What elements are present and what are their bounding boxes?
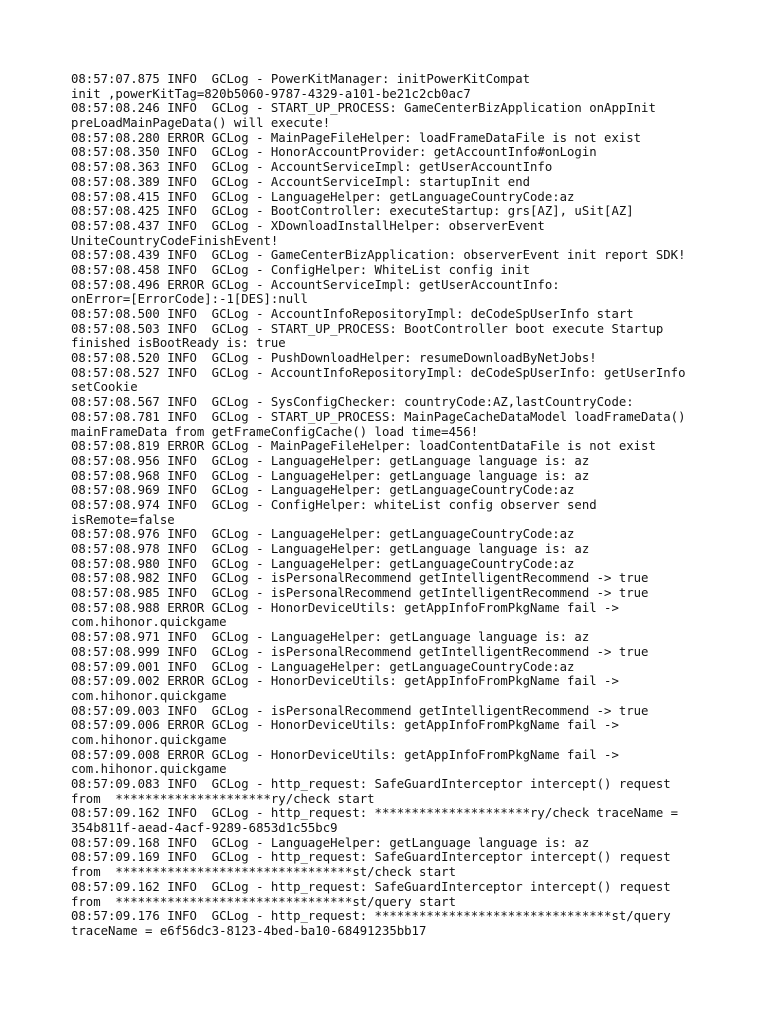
log-line: 08:57:08.363 INFO GCLog - AccountServiceImpl: getUserAccountInfo — [71, 160, 553, 175]
log-line: 08:57:08.956 INFO GCLog - LanguageHelper: getLanguage language is: az — [71, 453, 590, 468]
log-line: 08:57:08.500 INFO GCLog - AccountInfoRepositoryImpl: deCodeSpUserInfo start — [71, 307, 634, 321]
log-line: 08:57:08.439 INFO GCLog - GameCenterBizApplication: observerEvent init report SDK! — [71, 248, 686, 263]
log-line: 08:57:08.503 INFO GCLog - START_UP_PROCESS: BootController boot execute Startup — [71, 321, 664, 336]
log-text-block — [71, 72, 761, 939]
log-line: 08:57:09.083 INFO GCLog - http_request: SafeGuardInterceptor intercept() request — [71, 777, 671, 791]
log-line: 08:57:08.520 INFO GCLog - PushDownloadHelper: resumeDownloadByNetJobs! — [71, 351, 597, 366]
log-line: com.hihonor.quickgame — [71, 732, 227, 747]
log-line: 08:57:08.350 INFO GCLog - HonorAccountProvider: getAccountInfo#onLogin — [71, 145, 597, 160]
log-line: 08:57:08.389 INFO GCLog - AccountServiceImpl: startupInit end — [71, 174, 531, 189]
log-line: onError=[ErrorCode]:-1[DES]:null — [71, 292, 308, 307]
log-line: from *********************ry/check start — [71, 791, 375, 806]
log-line: 08:57:08.976 INFO GCLog - LanguageHelper: getLanguageCountryCode:az — [71, 527, 575, 542]
log-line: 08:57:08.781 INFO GCLog - START_UP_PROCESS: MainPageCacheDataModel loadFrameData() — [71, 409, 686, 424]
log-line: setCookie — [71, 380, 138, 395]
log-line: 08:57:08.988 ERROR GCLog - HonorDeviceUtils: getAppInfoFromPkgName fail -> — [71, 600, 619, 615]
log-line: 08:57:08.246 INFO GCLog - START_UP_PROCESS: GameCenterBizApplication onAppInit — [71, 101, 656, 116]
log-line: com.hihonor.quickgame — [71, 762, 227, 777]
log-line: 08:57:09.162 INFO GCLog - http_request: *********************ry/check traceName = — [71, 806, 679, 821]
log-line: com.hihonor.quickgame — [71, 688, 227, 703]
log-line: 08:57:08.425 INFO GCLog - BootController: executeStartup: grs[AZ], uSit[AZ] — [71, 204, 634, 219]
log-line: traceName = e6f56dc3-8123-4bed-ba10-68491235bb17 — [71, 923, 427, 938]
log-line: 08:57:08.978 INFO GCLog - LanguageHelper: getLanguage language is: az — [71, 542, 590, 556]
log-line: 08:57:08.969 INFO GCLog - LanguageHelper: getLanguageCountryCode:az — [71, 483, 575, 498]
log-line: 08:57:08.280 ERROR GCLog - MainPageFileHelper: loadFrameDataFile is not exist — [71, 130, 642, 145]
log-line: finished isBootReady is: true — [71, 336, 286, 351]
log-line: 08:57:08.968 INFO GCLog - LanguageHelper: getLanguage language is: az — [71, 468, 590, 483]
log-line: com.hihonor.quickgame — [71, 615, 227, 630]
log-line: 08:57:08.971 INFO GCLog - LanguageHelper: getLanguage language is: az — [71, 630, 590, 645]
log-line: from ********************************st/check start — [71, 865, 456, 880]
log-line: 08:57:08.437 INFO GCLog - XDownloadInstallHelper: observerEvent — [71, 218, 545, 233]
log-document — [71, 72, 761, 939]
log-line: 08:57:09.176 INFO GCLog - http_request: ********************************st/query — [71, 909, 671, 924]
log-line: 08:57:09.169 INFO GCLog - http_request: SafeGuardInterceptor intercept() request — [71, 850, 671, 865]
log-line: 08:57:09.002 ERROR GCLog - HonorDeviceUtils: getAppInfoFromPkgName fail -> — [71, 674, 619, 689]
log-line: 08:57:08.974 INFO GCLog - ConfigHelper: whiteList config observer send — [71, 497, 597, 512]
log-line: 08:57:07.875 INFO GCLog - PowerKitManager: initPowerKitCompat — [71, 72, 531, 86]
log-line: 08:57:09.003 INFO GCLog - isPersonalRecommend getIntelligentRecommend -> true — [71, 703, 649, 718]
log-line: preLoadMainPageData() will execute! — [71, 116, 331, 131]
log-line: 08:57:08.567 INFO GCLog - SysConfigChecker: countryCode:AZ,lastCountryCode: — [71, 395, 634, 410]
log-line: init ,powerKitTag=820b5060-9787-4329-a101-be21c2cb0ac7 — [71, 86, 471, 101]
log-line: 08:57:08.458 INFO GCLog - ConfigHelper: WhiteList config init — [71, 262, 531, 277]
log-line: 08:57:08.527 INFO GCLog - AccountInfoRepositoryImpl: deCodeSpUserInfo: getUserInfo — [71, 365, 686, 380]
log-line: 08:57:09.168 INFO GCLog - LanguageHelper: getLanguage language is: az — [71, 835, 590, 850]
log-line: 08:57:08.999 INFO GCLog - isPersonalRecommend getIntelligentRecommend -> true — [71, 644, 649, 659]
log-line: 08:57:08.980 INFO GCLog - LanguageHelper: getLanguageCountryCode:az — [71, 556, 575, 571]
log-line: 08:57:08.985 INFO GCLog - isPersonalRecommend getIntelligentRecommend -> true — [71, 586, 649, 601]
log-line: 08:57:09.162 INFO GCLog - http_request: SafeGuardInterceptor intercept() request — [71, 879, 671, 894]
log-line: 08:57:09.006 ERROR GCLog - HonorDeviceUtils: getAppInfoFromPkgName fail -> — [71, 718, 619, 733]
log-line: 08:57:09.001 INFO GCLog - LanguageHelper: getLanguageCountryCode:az — [71, 659, 575, 674]
log-line: 08:57:08.819 ERROR GCLog - MainPageFileHelper: loadContentDataFile is not exist — [71, 439, 656, 454]
log-line: UniteCountryCodeFinishEvent! — [71, 233, 279, 248]
log-line: isRemote=false — [71, 512, 175, 527]
log-line: from ********************************st/query start — [71, 894, 456, 909]
log-line: 08:57:08.496 ERROR GCLog - AccountServiceImpl: getUserAccountInfo: — [71, 277, 560, 292]
log-line: mainFrameData from getFrameConfigCache() load time=456! — [71, 424, 479, 439]
log-line: 08:57:08.982 INFO GCLog - isPersonalRecommend getIntelligentRecommend -> true — [71, 571, 649, 586]
log-line: 08:57:08.415 INFO GCLog - LanguageHelper: getLanguageCountryCode:az — [71, 189, 575, 204]
log-line: 08:57:09.008 ERROR GCLog - HonorDeviceUtils: getAppInfoFromPkgName fail -> — [71, 747, 619, 762]
log-line: 354b811f-aead-4acf-9289-6853d1c55bc9 — [71, 821, 338, 836]
